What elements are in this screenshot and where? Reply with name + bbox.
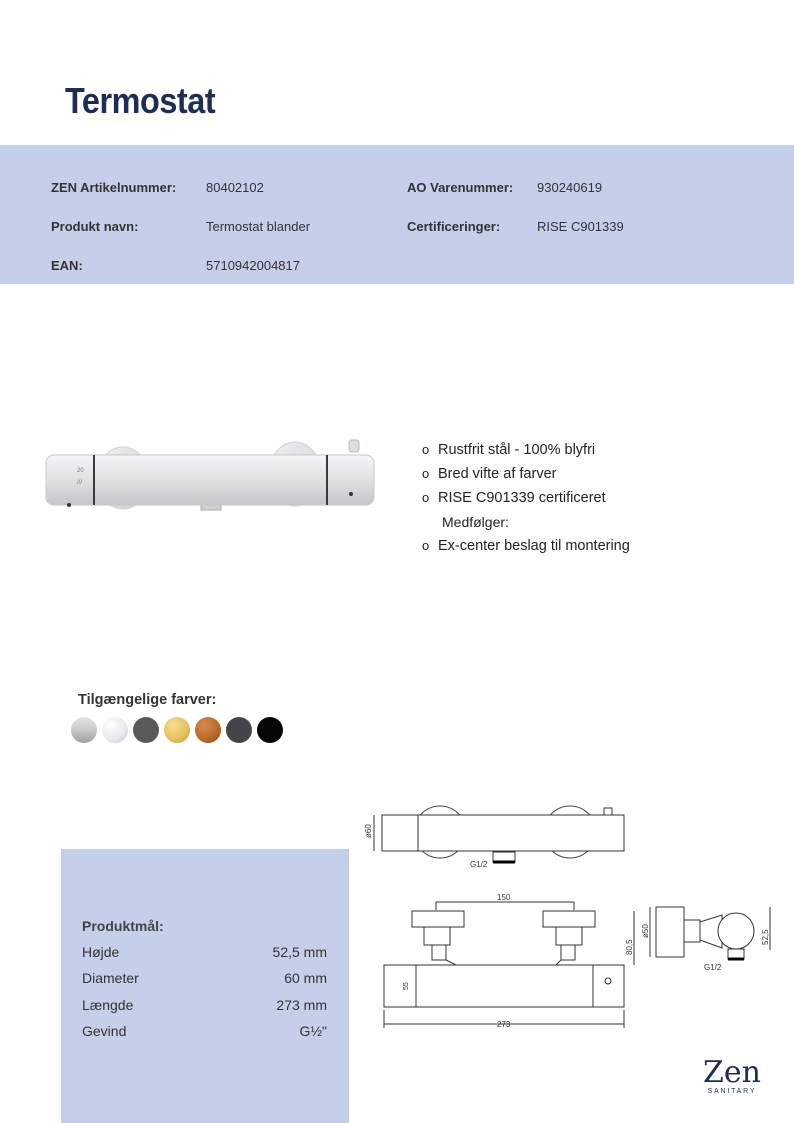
ean-value: 5710942004817 (206, 258, 300, 273)
ean-label: EAN: (51, 258, 83, 273)
drawing-label: 150 (497, 893, 511, 902)
color-swatch-black[interactable] (257, 717, 283, 743)
drawing-label: 80,5 (625, 939, 634, 955)
dimension-name: Højde (82, 944, 120, 960)
drawing-label: 273 (497, 1020, 511, 1029)
feature-text: Rustfrit stål - 100% blyfri (438, 442, 596, 458)
included-label: Medfølger: (442, 514, 509, 530)
drawing-label: 55 (403, 982, 410, 990)
info-band (0, 145, 794, 284)
drawing-label: 52,5 (761, 929, 770, 945)
dimensions-title: Produktmål: (82, 918, 164, 934)
ao-number-label: AO Varenummer: (407, 180, 514, 195)
page-title: Termostat (65, 80, 216, 121)
feature-item (422, 440, 762, 464)
bullet: o (422, 490, 430, 505)
technical-drawing (360, 790, 780, 1050)
zen-sanitary-logo (703, 1055, 761, 1095)
bullet: o (422, 442, 430, 457)
dimension-name: Gevind (82, 1023, 127, 1039)
feature-item (422, 464, 762, 488)
feature-text: Ex-center beslag til montering (438, 538, 630, 554)
svg-text:20: 20 (77, 468, 84, 474)
dimension-name: Diameter (82, 970, 139, 986)
logo-text: Zen (703, 1055, 761, 1090)
color-swatch-gunmetal[interactable] (133, 717, 159, 743)
bullet: o (422, 538, 430, 553)
zen-article-value: 80402102 (206, 180, 264, 195)
feature-list (422, 440, 762, 560)
feature-item (422, 488, 762, 512)
drawing-label: G1/2 (470, 860, 488, 869)
dimension-value: G½" (299, 1023, 327, 1039)
color-swatch-graphite[interactable] (226, 717, 252, 743)
colors-label: Tilgængelige farver: (78, 692, 217, 708)
product-image (44, 438, 380, 516)
feature-text: RISE C901339 certificeret (438, 490, 606, 506)
product-dimensions-box (61, 849, 349, 1123)
certifications-label: Certificeringer: (407, 219, 501, 234)
ao-number-value: 930240619 (537, 180, 603, 195)
drawing-label: G1/2 (704, 963, 722, 972)
color-swatch-chrome[interactable] (102, 717, 128, 743)
feature-item (422, 536, 762, 560)
dimension-value: 52,5 mm (272, 944, 327, 960)
product-name-value: Termostat blander (206, 219, 311, 234)
drawing-label: ø60 (364, 824, 373, 838)
product-name-label: Produkt navn: (51, 219, 139, 234)
zen-article-label: ZEN Artikelnummer: (51, 180, 177, 195)
bullet: o (422, 466, 430, 481)
color-swatch-brushed[interactable] (71, 717, 97, 743)
color-swatch-gold[interactable] (164, 717, 190, 743)
feature-text: Bred vifte af farver (438, 466, 557, 482)
dimension-name: Længde (82, 997, 134, 1013)
logo-subtext: SANITARY (707, 1088, 757, 1095)
dimension-value: 60 mm (284, 970, 327, 986)
drawing-label: ø50 (641, 924, 650, 938)
dimension-value: 273 mm (276, 997, 327, 1013)
certifications-value: RISE C901339 (537, 219, 624, 234)
svg-text:///: /// (77, 480, 83, 486)
color-swatch-copper[interactable] (195, 717, 221, 743)
